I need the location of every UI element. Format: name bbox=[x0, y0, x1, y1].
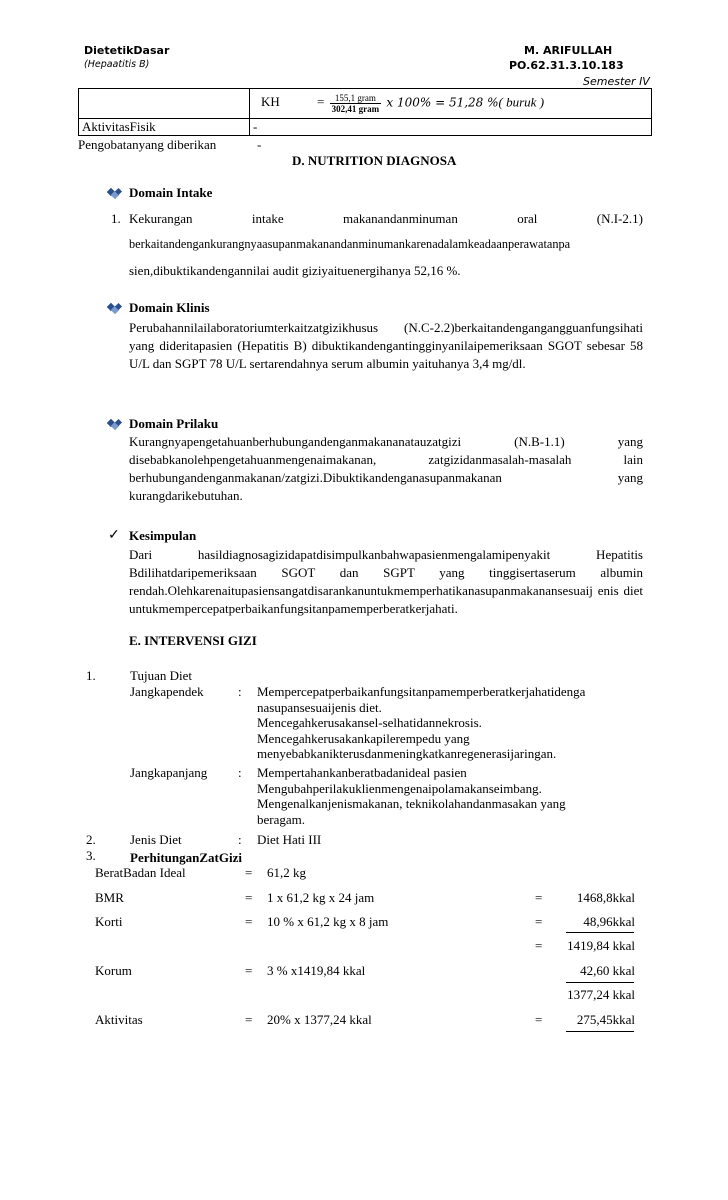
kesimpulan-text: Dari hasildiagnosagizidapatdisimpulkanbahwapasienmengalamipenyakit Hepatitis Bdilihatdaripemeriksaan SGOT dan SGPT yang tinggisertaserum albumin rendah.Olehkarenaitupasiensangatdisarankanuntukmemperhatikanasupanmakanansesuaij enis diet untukmempercepatperbaikanfungsitanpamemperberatkerjahati. bbox=[129, 547, 643, 616]
course-topic: (Hepaatitis B) bbox=[84, 59, 150, 70]
student-id: PO.62.31.3.10.183 bbox=[509, 59, 624, 72]
kh-fraction bbox=[330, 93, 382, 114]
kh-result: x 100% = 51,28 % bbox=[386, 95, 499, 110]
calc-row bbox=[95, 938, 635, 956]
word: Kekurangan bbox=[129, 211, 193, 226]
colon: : bbox=[238, 684, 242, 699]
table-value: - bbox=[257, 137, 262, 152]
jenis-diet-value: Diet Hati III bbox=[257, 832, 322, 847]
calc-row bbox=[95, 890, 635, 908]
list-number: 3. bbox=[86, 848, 96, 863]
short-term-goals bbox=[257, 684, 585, 762]
intake-line1 bbox=[129, 211, 643, 227]
calc-result: 42,60 kkal bbox=[580, 963, 635, 978]
goal-line: Mencegahkerusakankapilerempedu yang bbox=[257, 730, 470, 746]
calc-label: BeratBadan Ideal bbox=[95, 865, 186, 880]
calc-result: 275,45kkal bbox=[576, 1012, 635, 1027]
calc-equals: = bbox=[245, 1012, 253, 1027]
sum-underline bbox=[566, 982, 634, 983]
sum-underline bbox=[566, 1031, 634, 1032]
goal-line: Mengubahperilakuklienmengenaipolamakanseimbang. bbox=[257, 780, 542, 796]
calc-equals: = bbox=[535, 938, 543, 953]
assessment-table bbox=[78, 88, 652, 136]
calc-row bbox=[95, 963, 635, 981]
kh-equals: = bbox=[317, 94, 325, 110]
klinis-heading: Domain Klinis bbox=[129, 300, 210, 315]
semester: Semester IV bbox=[583, 75, 650, 88]
calc-expression: 20% x 1377,24 kkal bbox=[267, 1012, 372, 1027]
long-term-label: Jangkapanjang bbox=[130, 765, 208, 780]
tujuan-diet-label: Tujuan Diet bbox=[130, 668, 192, 683]
diamond-bullet-icon bbox=[107, 302, 123, 320]
goal-line: Mencegahkerusakansel-selhatidannekrosis. bbox=[257, 715, 482, 730]
list-number: 1. bbox=[111, 211, 121, 226]
calc-row bbox=[95, 865, 635, 883]
klinis-text: Perubahannilailaboratoriumterkaitzatgizikhusus (N.C-2.2)berkaitandengangangguanfungsihati yang dideritapasien (Hepatitis B) dibuktikandengantingginyanilaipemeriksaan SGOT sebesar 58 U/L dan SGPT 78 U/L sertarendahnya serum albumin yaituhanya 3,4 mg/dl. bbox=[129, 320, 643, 371]
list-number: 1. bbox=[86, 668, 96, 683]
calc-result: 1419,84 kkal bbox=[567, 938, 635, 953]
calc-expression: 10 % x 61,2 kg x 8 jam bbox=[267, 914, 389, 929]
kh-denominator: 302,41 gram bbox=[331, 104, 380, 114]
table-label: AktivitasFisik bbox=[79, 119, 250, 136]
word: makanandanminuman bbox=[343, 211, 458, 226]
calc-expression: 1 x 61,2 kg x 24 jam bbox=[267, 890, 375, 905]
goal-line: beragam. bbox=[257, 811, 306, 827]
long-term-goals bbox=[257, 765, 566, 827]
calc-equals: = bbox=[245, 963, 253, 978]
calc-equals: = bbox=[245, 890, 253, 905]
sum-underline bbox=[566, 932, 634, 933]
calc-row bbox=[95, 914, 635, 932]
intake-line2: berkaitandengankurangnyaasupanmakanandanminumankarenadalamkeadaanperawatanpa bbox=[129, 237, 571, 251]
kh-label: KH bbox=[261, 94, 280, 110]
calc-label: Aktivitas bbox=[95, 1012, 143, 1027]
jenis-diet-label: Jenis Diet bbox=[130, 832, 182, 847]
word: intake bbox=[251, 211, 284, 226]
diamond-bullet-icon bbox=[107, 187, 123, 205]
short-term-label: Jangkapendek bbox=[130, 684, 204, 699]
calc-row bbox=[95, 1012, 635, 1030]
kesimpulan-heading: Kesimpulan bbox=[129, 528, 197, 543]
section-d-title: D. NUTRITION DIAGNOSA bbox=[292, 153, 457, 168]
calc-expression: 61,2 kg bbox=[267, 865, 306, 880]
check-icon: ✓ bbox=[108, 528, 120, 543]
goal-line: Mempercepatperbaikanfungsitanpamemperberatkerjahatidenga bbox=[257, 684, 586, 699]
kh-cell bbox=[250, 89, 652, 119]
calc-result: 1377,24 kkal bbox=[567, 987, 635, 1002]
goal-line: Mengenalkanjenismakanan, teknikolahandanmasakan yang bbox=[257, 796, 566, 811]
calc-equals: = bbox=[535, 914, 543, 929]
word: (N.I-2.1) bbox=[596, 211, 643, 226]
table-label: Pengobatanyang diberikan bbox=[78, 137, 217, 152]
intake-heading: Domain Intake bbox=[129, 185, 213, 200]
calc-label: BMR bbox=[95, 890, 124, 905]
calc-label: Korum bbox=[95, 963, 132, 978]
section-e-title: E. INTERVENSI GIZI bbox=[129, 633, 257, 648]
calc-equals: = bbox=[245, 914, 253, 929]
goal-line: menyebabkanikterusdanmeningkatkanregenerasijaringan. bbox=[257, 746, 557, 761]
calc-result: 1468,8kkal bbox=[576, 890, 635, 905]
word: oral bbox=[517, 211, 538, 226]
calc-label: Korti bbox=[95, 914, 123, 929]
list-number: 2. bbox=[86, 832, 96, 847]
calc-expression: 3 % x1419,84 kkal bbox=[267, 963, 366, 978]
kh-note: ( buruk ) bbox=[498, 94, 545, 110]
colon: : bbox=[238, 832, 242, 847]
diamond-bullet-icon bbox=[107, 418, 123, 436]
author-name: M. ARIFULLAH bbox=[524, 44, 613, 57]
table-value: - bbox=[250, 119, 652, 136]
prilaku-text: Kurangnyapengetahuanberhubungandenganmakananatauzatgizi (N.B-1.1) yang disebabkanolehpengetahuanmengenaimakanan, zatgizidanmasalah-masalah lain berhubungandenganmakanan/zatgizi.Dibuktikandenganasupanmakanan yang kurangdarikebutuhan. bbox=[129, 434, 643, 503]
intake-line3: sien,dibuktikandengannilai audit giziyaituenergihanya 52,16 %. bbox=[129, 263, 461, 278]
calc-equals: = bbox=[535, 1012, 543, 1027]
goal-line: Mempertahankanberatbadanideal pasien bbox=[257, 765, 467, 780]
goal-line: nasupansesuaijenis diet. bbox=[257, 699, 382, 715]
prilaku-heading: Domain Prilaku bbox=[129, 416, 219, 431]
calc-equals: = bbox=[245, 865, 253, 880]
calc-equals: = bbox=[535, 890, 543, 905]
perhitungan-label: PerhitunganZatGizi bbox=[130, 850, 242, 865]
colon: : bbox=[238, 765, 242, 780]
kh-numerator: 155,1 gram bbox=[330, 93, 382, 104]
calc-row bbox=[95, 987, 635, 1005]
calc-result: 48,96kkal bbox=[583, 914, 635, 929]
course-title: DietetikDasar bbox=[84, 44, 170, 57]
